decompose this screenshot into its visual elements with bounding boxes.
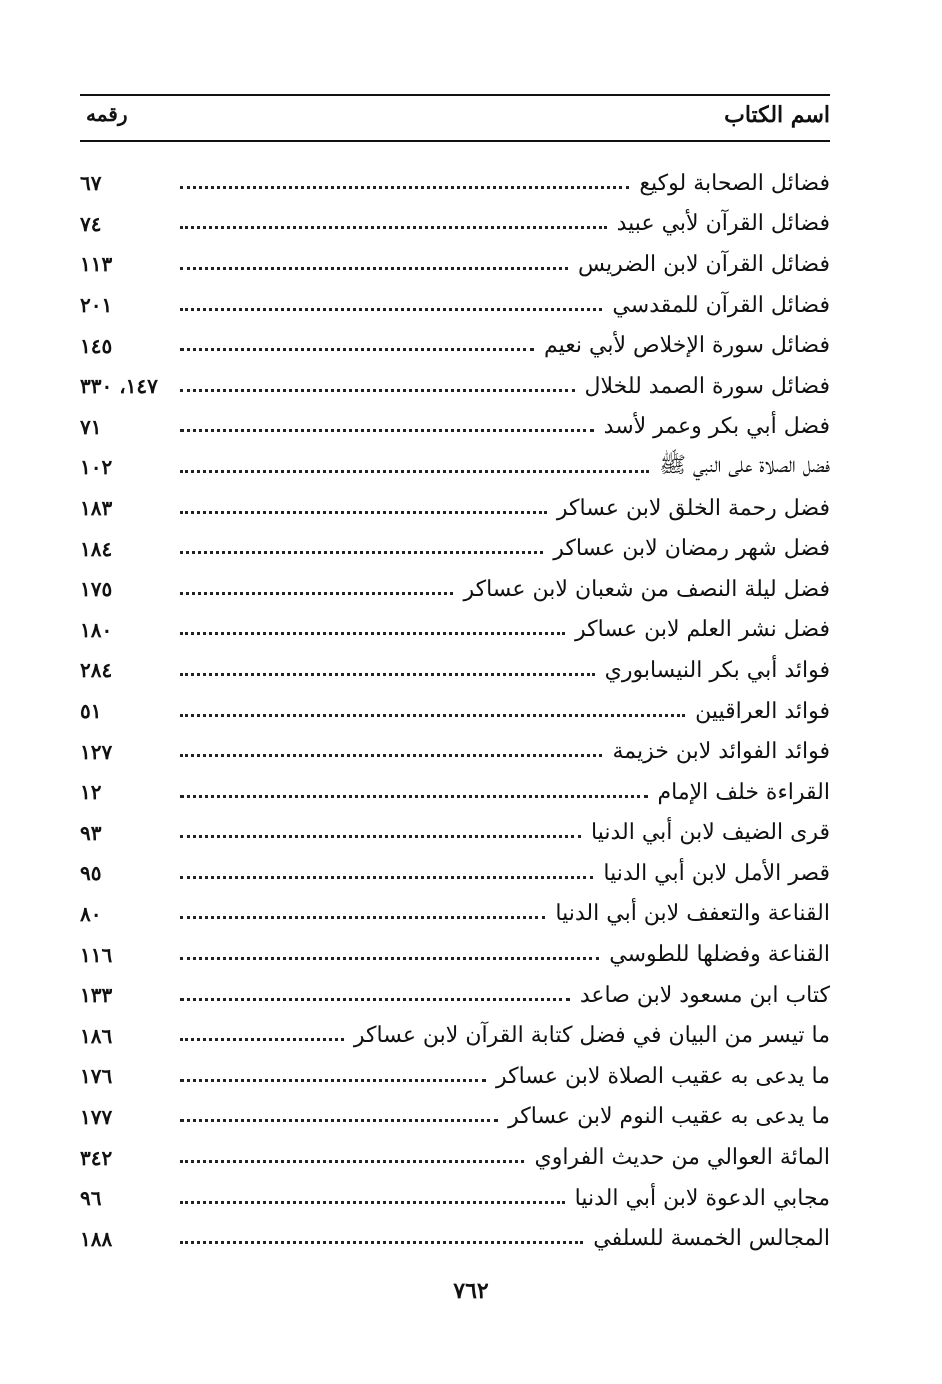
entry-title: قصر الأمل لابن أبي الدنيا: [603, 860, 830, 886]
entry-title: فضائل القرآن لابن الضريس: [577, 251, 830, 277]
index-entry-row: [80, 650, 830, 691]
entry-title: فضل الصلاة على النبي ﷺ: [659, 453, 830, 479]
dot-leader: [180, 429, 594, 432]
entry-title: القناعة وفضلها للطوسي: [609, 942, 830, 968]
entry-number: ٣٤٢: [80, 1145, 113, 1170]
index-entry-list: [80, 163, 830, 1259]
table-header: [80, 100, 830, 136]
entry-title: فضائل الصحابة لوكيع: [639, 170, 830, 196]
entry-title: القراءة خلف الإمام: [657, 779, 830, 805]
entry-title: فضل نشر العلم لابن عساكر: [575, 617, 830, 643]
dot-leader: [180, 835, 581, 838]
entry-title: ما يدعى به عقيب الصلاة لابن عساكر: [495, 1063, 830, 1089]
index-entry-row: [80, 447, 830, 488]
dot-leader: [180, 267, 568, 270]
entry-number: ٩٣: [80, 820, 102, 845]
index-entry-row: [80, 691, 830, 732]
dot-leader: [180, 876, 593, 879]
entry-title: فضائل سورة الإخلاص لأبي نعيم: [543, 333, 830, 359]
entry-title: فضائل القرآن للمقدسي: [612, 292, 830, 318]
index-entry-row: [80, 894, 830, 935]
entry-number: ١٨٨: [80, 1226, 113, 1251]
index-entry-row: [80, 1218, 830, 1259]
entry-number: ٩٦: [80, 1186, 102, 1211]
entry-title: فضل ليلة النصف من شعبان لابن عساكر: [463, 576, 830, 602]
dot-leader: [180, 511, 547, 514]
dot-leader: [180, 551, 543, 554]
entry-title: ما تيسر من البيان في فضل كتابة القرآن لابن عساكر: [353, 1023, 830, 1049]
dot-leader: [180, 957, 599, 960]
entry-number: ١٠٢: [80, 455, 113, 480]
entry-title: القناعة والتعفف لابن أبي الدنيا: [555, 901, 830, 927]
dot-leader: [180, 673, 595, 676]
entry-title: المائة العوالي من حديث الفراوي: [534, 1145, 830, 1171]
entry-number: ١٢: [80, 780, 102, 805]
entry-number: ١٤٥: [80, 333, 113, 358]
dot-leader: [180, 592, 453, 595]
entry-title: فضل شهر رمضان لابن عساكر: [553, 536, 830, 562]
dot-leader: [180, 714, 685, 717]
entry-number: ١٧٥: [80, 577, 113, 602]
index-entry-row: [80, 285, 830, 326]
entry-title: ما يدعى به عقيب النوم لابن عساكر: [508, 1104, 830, 1130]
entry-title: فضائل سورة الصمد للخلال: [584, 373, 830, 399]
header-bottom-rule: [80, 140, 830, 142]
entry-title: قرى الضيف لابن أبي الدنيا: [591, 820, 830, 846]
entry-number: ٢٨٤: [80, 658, 113, 683]
entry-number: ٧٤: [80, 211, 102, 236]
entry-number: ٦٧: [80, 171, 102, 196]
entry-title: كتاب ابن مسعود لابن صاعد: [579, 982, 830, 1008]
index-entry-row: [80, 1097, 830, 1138]
index-entry-row: [80, 366, 830, 407]
index-entry-row: [80, 813, 830, 854]
dot-leader: [180, 795, 648, 798]
index-entry-row: [80, 853, 830, 894]
dot-leader: [180, 308, 602, 311]
dot-leader: [180, 1201, 565, 1204]
entry-number: ١٧٧: [80, 1104, 113, 1129]
entry-title: مجابي الدعوة لابن أبي الدنيا: [574, 1185, 830, 1211]
entry-number: ١١٣: [80, 252, 113, 277]
index-entry-row: [80, 610, 830, 651]
index-entry-row: [80, 488, 830, 529]
index-entry-row: [80, 1015, 830, 1056]
entry-number: ٢٠١: [80, 293, 113, 318]
index-entry-row: [80, 1137, 830, 1178]
dot-leader: [180, 389, 575, 392]
dot-leader: [180, 632, 565, 635]
entry-number: ٧١: [80, 414, 102, 439]
entry-title: فضائل القرآن لأبي عبيد: [616, 211, 830, 237]
dot-leader: [180, 1241, 583, 1244]
index-entry-row: [80, 934, 830, 975]
entry-number: ١٣٣: [80, 983, 113, 1008]
index-entry-row: [80, 772, 830, 813]
index-entry-row: [80, 528, 830, 569]
entry-number: ١٨٦: [80, 1023, 113, 1048]
index-entry-row: [80, 244, 830, 285]
dot-leader: [180, 348, 534, 351]
entry-number: ٥١: [80, 699, 102, 724]
dot-leader: [180, 186, 629, 189]
entry-number: ١٤٧، ٣٣٠: [80, 374, 158, 399]
entry-title: فوائد أبي بكر النيسابوري: [604, 657, 830, 683]
entry-number: ١٢٧: [80, 739, 113, 764]
dot-leader: [180, 754, 602, 757]
index-entry-row: [80, 325, 830, 366]
entry-number: ١٨٣: [80, 496, 113, 521]
dot-leader: [180, 1038, 344, 1041]
dot-leader: [180, 1079, 486, 1082]
index-entry-row: [80, 163, 830, 204]
entry-title: فضل رحمة الخلق لابن عساكر: [556, 495, 830, 521]
dot-leader: [180, 998, 570, 1001]
dot-leader: [180, 1119, 498, 1122]
index-entry-row: [80, 1178, 830, 1219]
entry-number: ٩٥: [80, 861, 102, 886]
column-header-book-name: اسم الكتاب: [724, 102, 830, 128]
index-entry-row: [80, 204, 830, 245]
entry-title: فضل أبي بكر وعمر لأسد: [603, 414, 830, 440]
entry-number: ١٨٠: [80, 617, 113, 642]
column-header-number: رقمه: [86, 102, 128, 126]
dot-leader: [180, 470, 649, 473]
entry-number: ١١٦: [80, 942, 113, 967]
entry-title: فوائد الفوائد لابن خزيمة: [612, 739, 830, 765]
index-entry-row: [80, 569, 830, 610]
entry-number: ٨٠: [80, 901, 102, 926]
dot-leader: [180, 226, 607, 229]
header-top-rule: [80, 94, 830, 96]
entry-number: ١٨٤: [80, 536, 113, 561]
index-entry-row: [80, 407, 830, 448]
entry-title: المجالس الخمسة للسلفي: [593, 1226, 830, 1252]
entry-title: فوائد العراقيين: [695, 698, 830, 724]
page-number: ٧٦٢: [453, 1278, 489, 1304]
index-entry-row: [80, 731, 830, 772]
entry-number: ١٧٦: [80, 1064, 113, 1089]
index-entry-row: [80, 1056, 830, 1097]
dot-leader: [180, 1160, 524, 1163]
dot-leader: [180, 916, 545, 919]
index-entry-row: [80, 975, 830, 1016]
